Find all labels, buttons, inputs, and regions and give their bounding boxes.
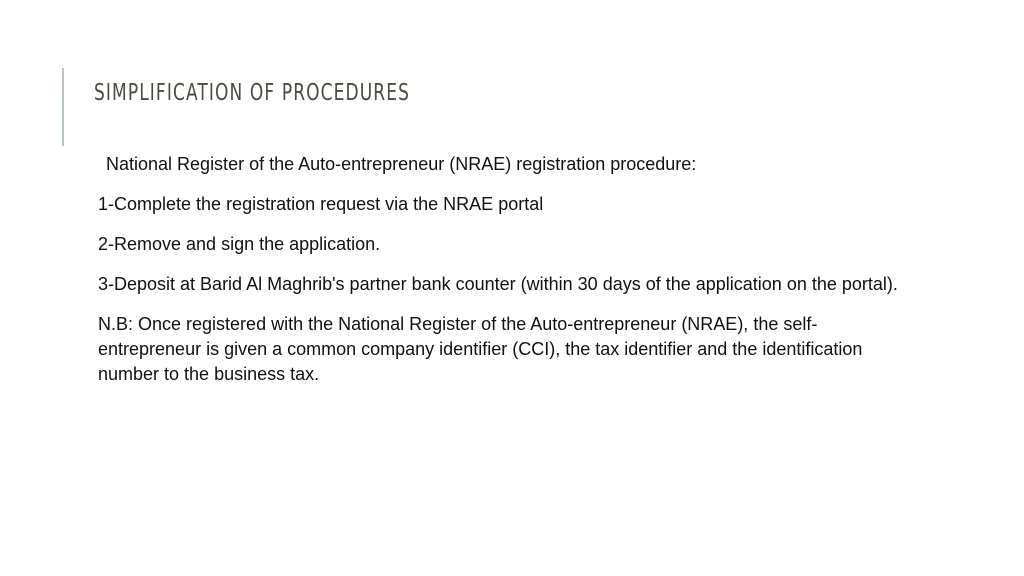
title-accent-bar: [62, 68, 64, 146]
step-3: 3-Deposit at Barid Al Maghrib's partner bank counter (within 30 days of the application on the portal).: [98, 274, 898, 294]
slide-body: [98, 152, 918, 402]
step-1: 1-Complete the registration request via the NRAE portal: [98, 194, 544, 214]
step-2: 2-Remove and sign the application.: [98, 234, 381, 254]
slide-title: SIMPLIFICATION OF PROCEDURES: [94, 80, 410, 106]
note-text: N.B: Once registered with the National Register of the Auto-entrepreneur (NRAE), the self-entrepreneur is given a common company identifier (CCI), the tax identifier and the identification number to the business tax.: [98, 314, 863, 384]
intro-text: National Register of the Auto-entrepreneur (NRAE) registration procedure:: [106, 154, 697, 174]
